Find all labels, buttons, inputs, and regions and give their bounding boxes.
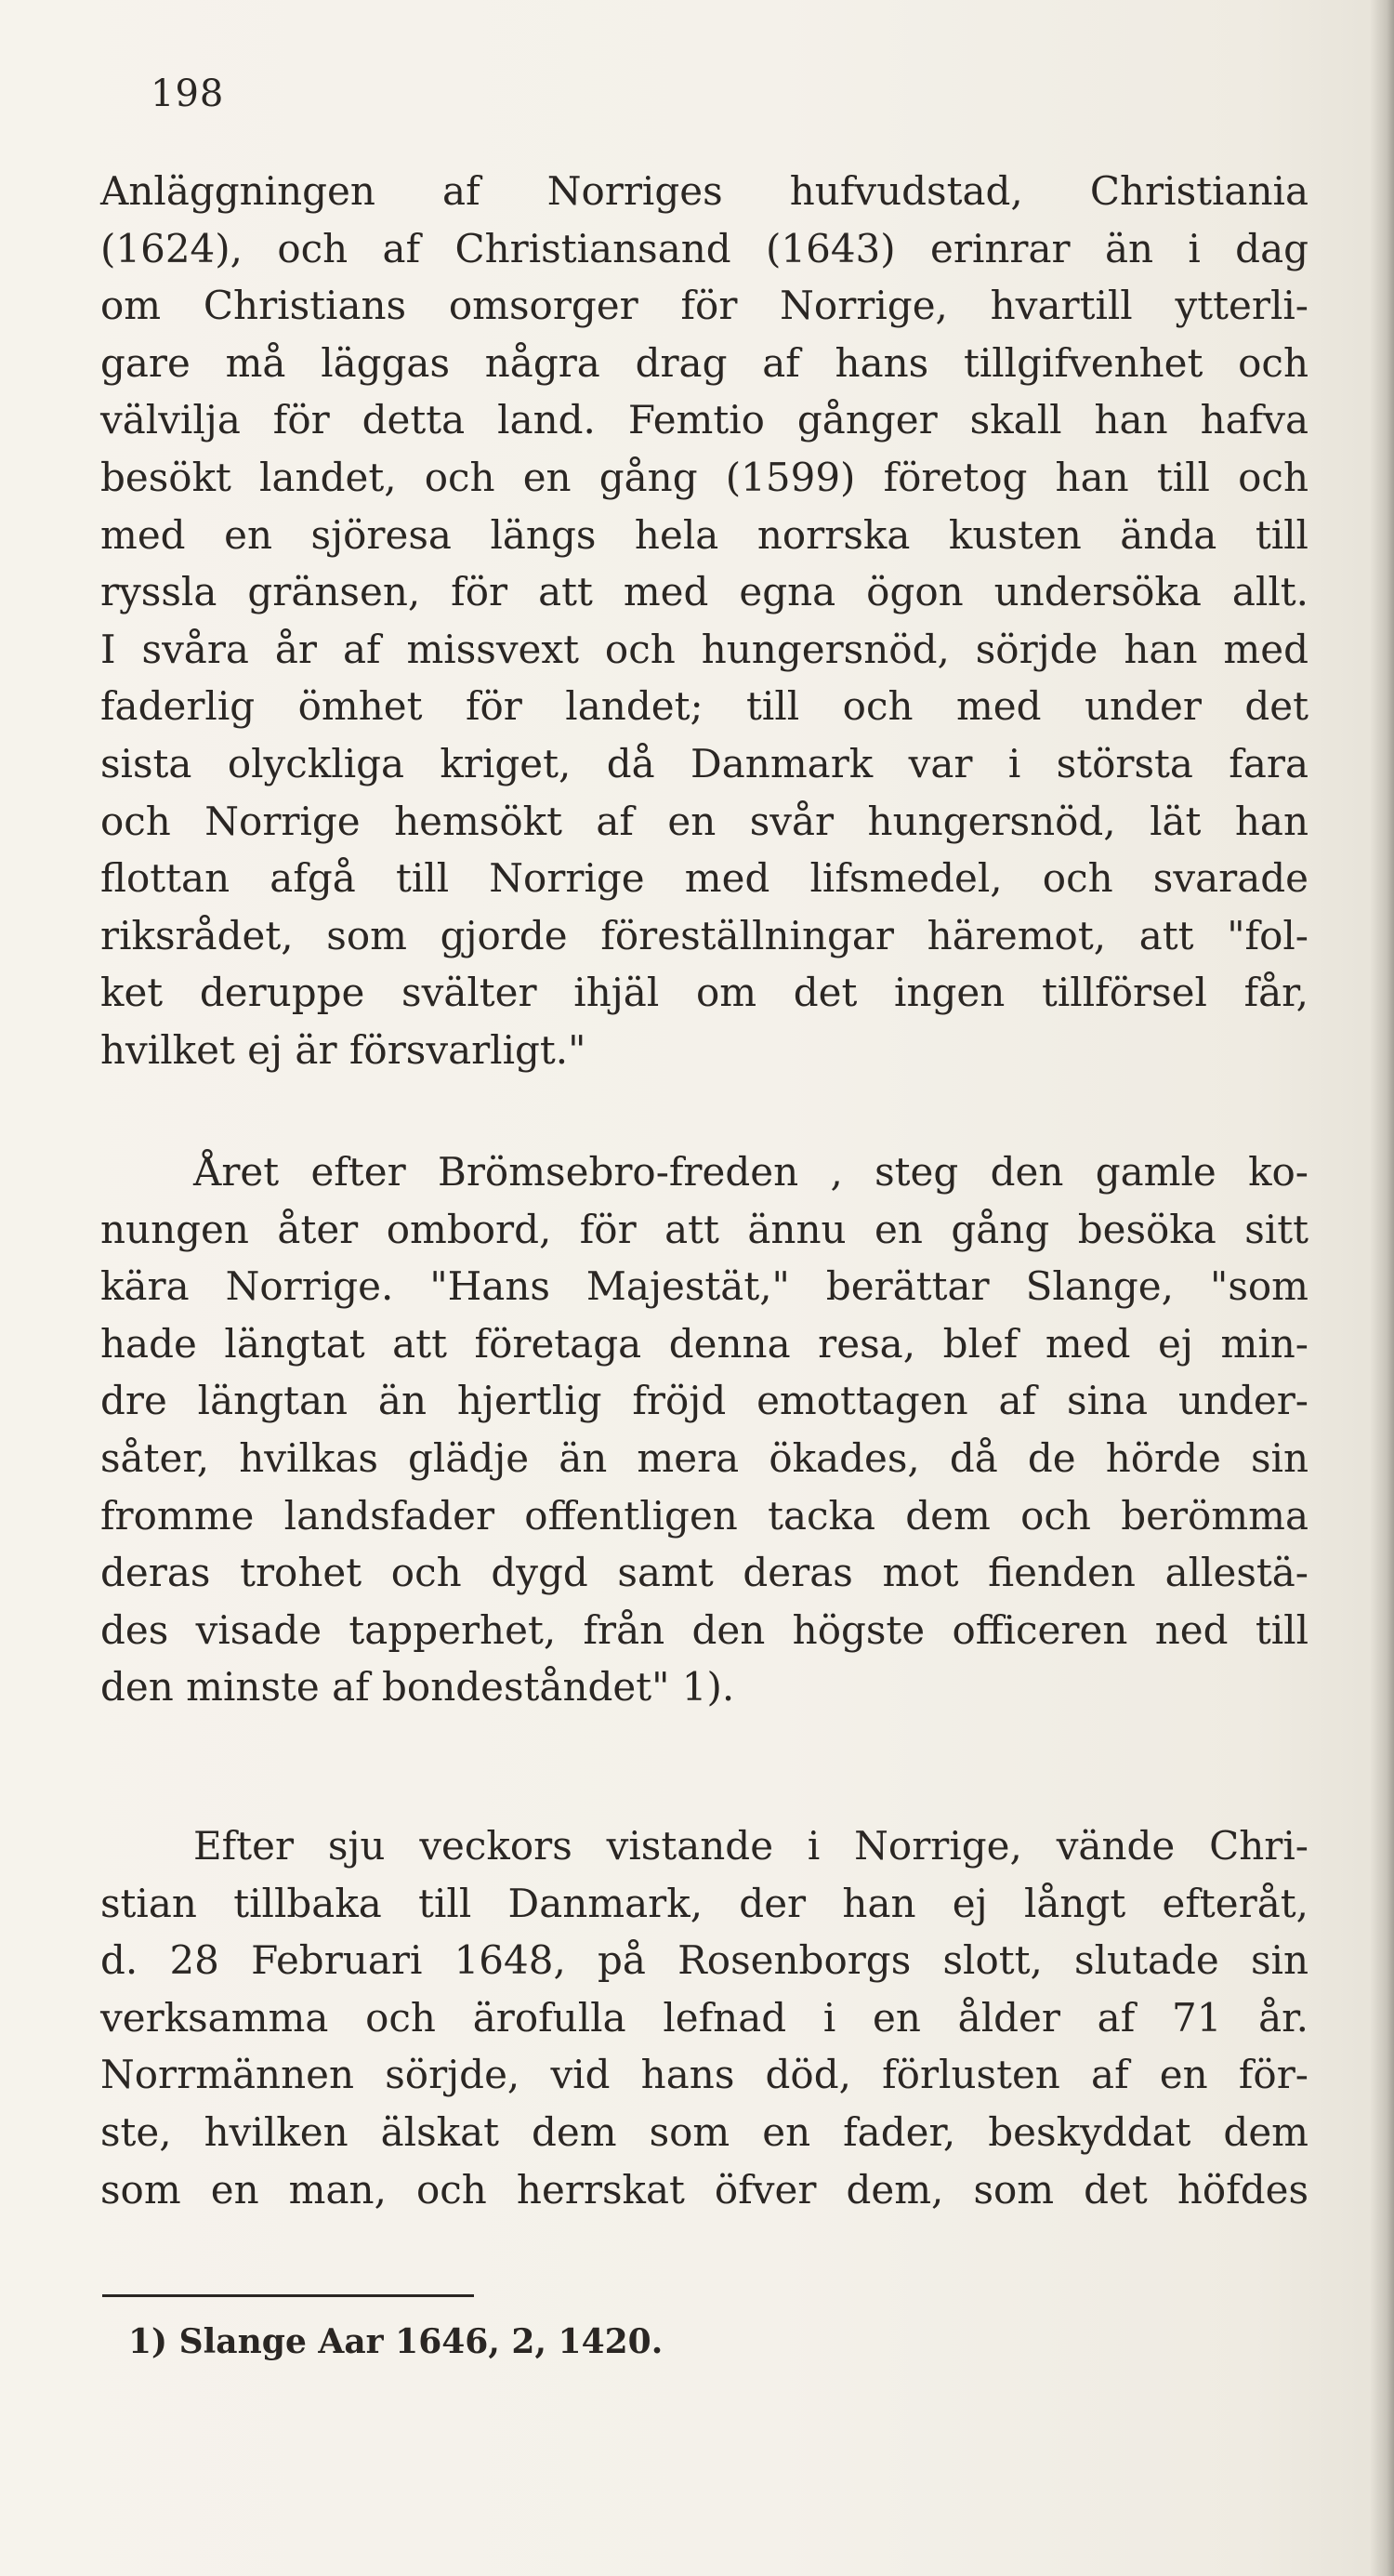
footnote-divider <box>102 2294 474 2297</box>
paragraph-3 <box>100 1817 1309 2218</box>
text-line: riksrådet, som gjorde föreställningar häremot, att "fol- <box>100 912 1309 958</box>
text-line: Anläggningen af Norriges hufvudstad, Christiania <box>100 168 1309 214</box>
text-line: Året efter Brömsebro-freden , steg den gamle ko- <box>193 1149 1309 1195</box>
paragraph-1 <box>100 163 1309 1079</box>
text-line: hvilket ej är försvarligt." <box>100 1026 586 1073</box>
text-line: ket deruppe svälter ihjäl om det ingen tillförsel får, <box>100 970 1309 1016</box>
text-line: I svåra år af missvext och hungersnöd, sörjde han med <box>100 626 1309 672</box>
text-line: välvilja för detta land. Femtio gånger skall han hafva <box>100 397 1309 443</box>
text-line: deras trohet och dygd samt deras mot fienden allestä- <box>100 1550 1309 1596</box>
text-line: gare må läggas några drag af hans tillgifvenhet och <box>100 339 1309 386</box>
paragraph-2 <box>100 1143 1309 1716</box>
text-line: verksamma och ärofulla lefnad i en ålder af 71 år. <box>100 1994 1309 2041</box>
text-line: om Christians omsorger för Norrige, hvartill ytterli- <box>100 283 1309 329</box>
text-line: (1624), och af Christiansand (1643) erinrar än i dag <box>100 225 1309 271</box>
text-line: den minste af bondeståndet" 1). <box>100 1664 735 1711</box>
text-line: des visade tapperhet, från den högste officeren ned till <box>100 1606 1309 1653</box>
text-line: och Norrige hemsökt af en svår hungersnöd, lät han <box>100 798 1309 844</box>
text-line: besökt landet, och en gång (1599) företog han till och <box>100 454 1309 500</box>
text-line: hade längtat att företaga denna resa, blef med ej min- <box>100 1320 1309 1367</box>
text-line: som en man, och herrskat öfver dem, som det höfdes <box>100 2166 1309 2213</box>
text-line: kära Norrige. "Hans Majestät," berättar Slange, "som <box>100 1263 1309 1310</box>
text-line: såter, hvilkas glädje än mera ökades, då de hörde sin <box>100 1434 1309 1481</box>
page-number: 198 <box>151 73 225 115</box>
text-line: dre längtan än hjertlig fröjd emottagen af sina under- <box>100 1378 1309 1424</box>
text-line: med en sjöresa längs hela norrska kusten ända till <box>100 511 1309 558</box>
text-line: d. 28 Februari 1648, på Rosenborgs slott, slutade sin <box>100 1937 1309 1984</box>
text-line: Efter sju veckors vistande i Norrige, vände Chri- <box>193 1823 1309 1869</box>
text-line: ryssla gränsen, för att med egna ögon undersöka allt. <box>100 569 1309 615</box>
text-line: sista olyckliga kriget, då Danmark var i största fara <box>100 740 1309 786</box>
page-edge-shadow <box>1370 0 1394 2576</box>
text-line: flottan afgå till Norrige med lifsmedel, och svarade <box>100 855 1309 902</box>
text-line: stian tillbaka till Danmark, der han ej långt efteråt, <box>100 1880 1309 1926</box>
text-line: fromme landsfader offentligen tacka dem och berömma <box>100 1492 1309 1539</box>
text-line: ste, hvilken älskat dem som en fader, beskyddat dem <box>100 2108 1309 2155</box>
text-line: faderlig ömhet för landet; till och med under det <box>100 683 1309 730</box>
text-line: nungen åter ombord, för att ännu en gång besöka sitt <box>100 1206 1309 1252</box>
text-line: Norrmännen sörjde, vid hans död, förlusten af en för- <box>100 2052 1309 2098</box>
footnote: 1) Slange Aar 1646, 2, 1420. <box>128 2322 664 2361</box>
